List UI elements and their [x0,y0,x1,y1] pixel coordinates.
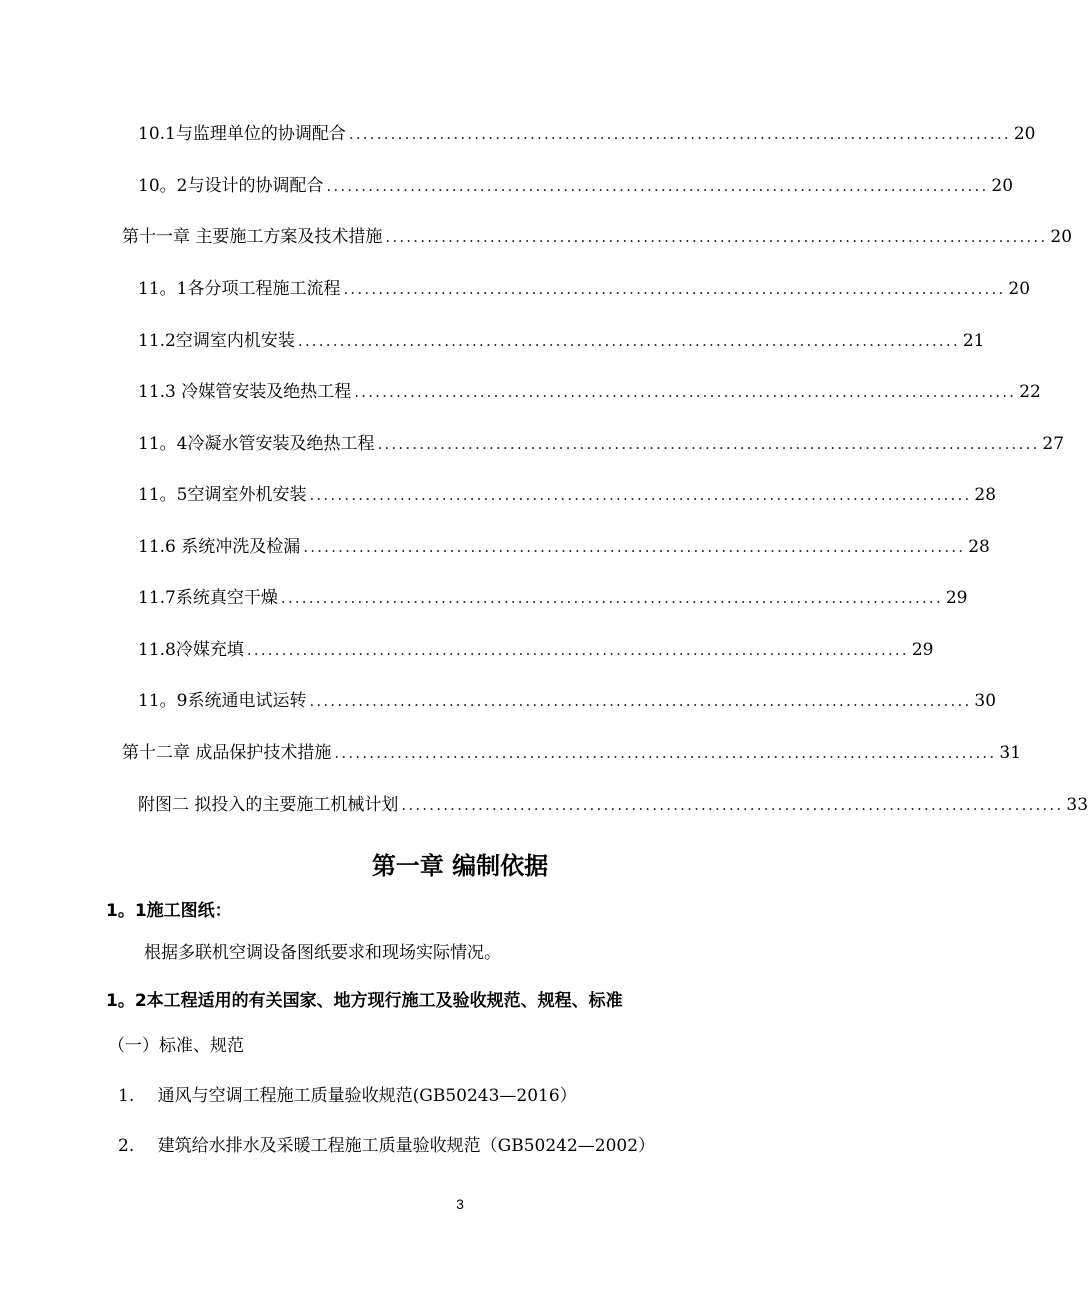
section-body: 根据多联机空调设备图纸要求和现场实际情况。 [144,943,501,963]
toc-entry[interactable] [138,482,997,508]
toc-entry-label: 11.2空调室内机安装 [138,331,295,351]
toc-entry-page: 29 [911,640,934,660]
toc-leader: ............................................................................................... [309,692,972,710]
toc-entry-page: 27 [1042,434,1065,454]
toc-entry[interactable] [138,688,997,714]
toc-entry[interactable] [138,328,985,354]
toc-leader: ............................................................................................... [385,228,1048,246]
toc-entry-page: 28 [974,485,997,505]
toc-entry-page: 30 [974,691,997,711]
section-heading: 1。2本工程适用的有关国家、地方现行施工及验收规范、规程、标准 [106,991,623,1011]
list-item [118,1131,655,1156]
list-item-text: 建筑给水排水及采暖工程施工质量验收规范（GB50242—2002） [157,1136,656,1156]
toc-entry-page: 21 [962,331,985,351]
toc-leader: ............................................................................................... [377,435,1040,453]
toc-entry-page: 29 [945,588,968,608]
list-item-number: 1. [118,1086,135,1106]
toc-leader: ............................................................................................... [297,332,960,350]
list-item [118,1081,577,1106]
toc-entry-page: 20 [991,176,1014,196]
toc-entry-label: 11.3 冷媒管安装及绝热工程 [138,382,352,402]
toc-entry-label: 10。2与设计的协调配合 [138,176,324,196]
toc-entry[interactable] [122,224,1073,250]
toc-leader: ............................................................................................... [334,744,997,762]
toc-entry[interactable] [138,276,1031,302]
toc-leader: ............................................................................................... [343,280,1006,298]
toc-leader: ............................................................................................... [280,589,943,607]
toc-leader: ............................................................................................... [326,177,989,195]
toc-entry-page: 22 [1019,382,1041,402]
subsection-heading: （一）标准、规范 [108,1036,244,1056]
toc-entry-page: 20 [1013,124,1036,144]
toc-leader: ............................................................................................... [401,796,1064,814]
chapter-title: 第一章 编制依据 [371,852,549,880]
toc-entry-label: 11.8冷媒充填 [138,640,244,660]
toc-entry[interactable] [138,121,1036,147]
toc-entry-label: 附图二 拟投入的主要施工机械计划 [138,795,399,815]
toc-entry-page: 28 [968,537,990,557]
toc-entry[interactable] [138,431,1065,457]
toc-entry-label: 11.7系统真空干燥 [138,588,278,608]
toc-entry-page: 20 [1008,279,1031,299]
list-item-number: 2. [118,1136,135,1156]
toc-entry[interactable] [138,173,1014,199]
toc-entry-label: 11。5空调室外机安装 [138,485,307,505]
toc-leader: ............................................................................................... [309,486,972,504]
toc-entry-label: 11.6 系统冲洗及检漏 [138,537,301,557]
page-number: 3 [456,1196,464,1212]
toc-entry-label: 第十二章 成品保护技术措施 [122,743,332,763]
toc-entry-page: 20 [1050,227,1073,247]
toc-entry[interactable] [122,740,1022,766]
toc-leader: ............................................................................................... [348,125,1011,143]
toc-entry[interactable] [138,637,934,663]
toc-entry-label: 11。4冷凝水管安装及绝热工程 [138,434,375,454]
toc-leader: ............................................................................................... [246,641,909,659]
toc-entry[interactable] [138,792,1088,818]
toc-entry[interactable] [138,379,1041,405]
toc-leader: ............................................................................................... [303,538,966,556]
list-item-text: 通风与空调工程施工质量验收规范(GB50243—2016） [157,1086,577,1106]
toc-entry[interactable] [138,534,990,560]
toc-entry-label: 10.1与监理单位的协调配合 [138,124,346,144]
toc-entry-page: 33 [1066,795,1088,815]
section-heading: 1。1施工图纸： [106,901,232,921]
toc-entry-label: 第十一章 主要施工方案及技术措施 [122,227,383,247]
toc-entry-page: 31 [999,743,1022,763]
toc-entry[interactable] [138,585,968,611]
toc-leader: ............................................................................................... [354,383,1017,401]
toc-entry-label: 11。9系统通电试运转 [138,691,307,711]
toc-entry-label: 11。1各分项工程施工流程 [138,279,341,299]
